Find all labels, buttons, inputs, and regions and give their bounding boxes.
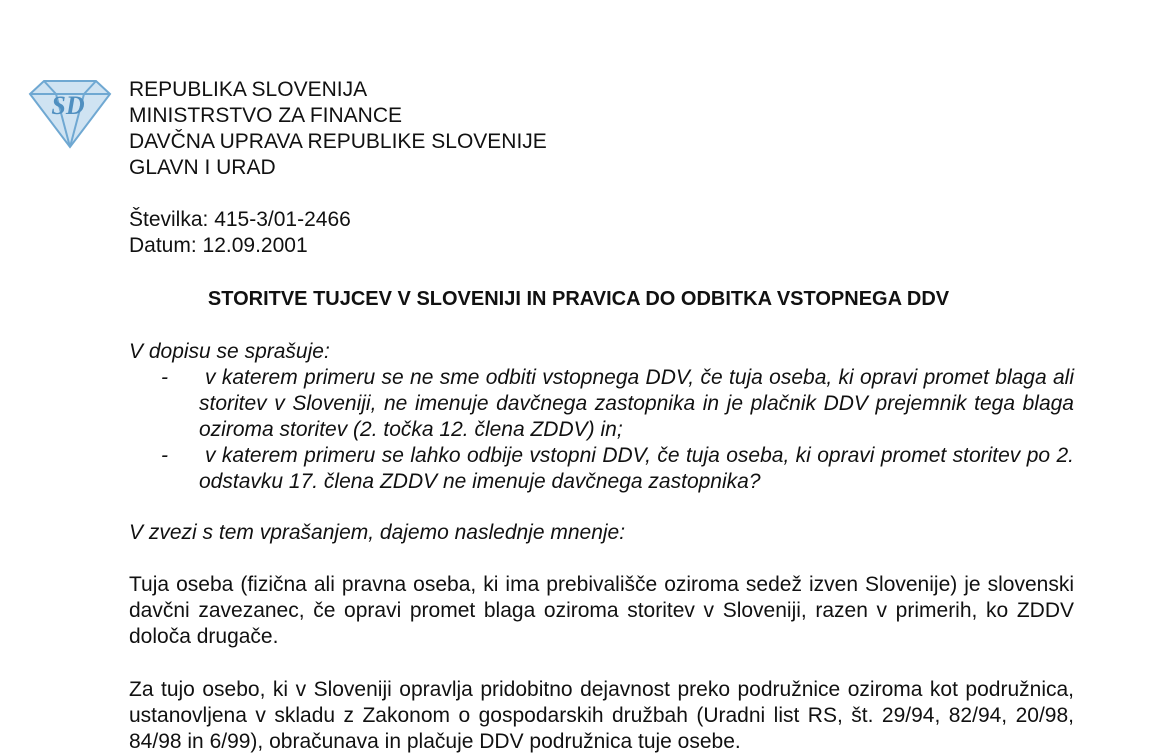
bullet-text: v katerem primeru se lahko odbije vstopni DDV, če tuja oseba, ki opravi promet storitev po 2. odstavku 17. člena ZDDV ne imenuje davčnega zastopnika?	[199, 444, 1074, 493]
list-item	[129, 365, 1074, 443]
list-item	[129, 443, 1074, 495]
letterhead	[129, 77, 547, 181]
document-title: STORITVE TUJCEV V SLOVENIJI IN PRAVICA DO ODBITKA VSTOPNEGA DDV	[207, 288, 950, 310]
letterhead-line: DAVČNA UPRAVA REPUBLIKE SLOVENIJE	[129, 130, 547, 153]
document-date: Datum: 12.09.2001	[129, 234, 308, 257]
body-paragraph: Za tujo osebo, ki v Sloveniji opravlja pridobitno dejavnost preko podružnice oziroma kot podružnica, ustanovljena v skladu z Zakonom o gospodarskih družbah (Uradni list RS, št. 29/94, 82/94, 20/98, 84/98 in 6/99), obračunava in plačuje DDV podružnica tuje osebe.	[129, 678, 1074, 753]
bullet-dash: -	[161, 366, 168, 389]
letterhead-line: REPUBLIKA SLOVENIJA	[129, 78, 368, 101]
letterhead-line: GLAVN I URAD	[129, 156, 276, 179]
body-paragraph: Tuja oseba (fizična ali pravna oseba, ki ima prebivališče oziroma sedež izven Slovenije) je slovenski davčni zavezanec, če opravi promet blaga oziroma storitev v Sloveniji, razen v primerih, ko ZDDV določa drugače.	[129, 573, 1074, 648]
question-list	[129, 365, 1074, 495]
logo-letters: SD	[51, 91, 85, 120]
answer-intro: V zvezi s tem vprašanjem, dajemo naslednje mnenje:	[129, 521, 626, 544]
letterhead-line: MINISTRSTVO ZA FINANCE	[129, 104, 403, 127]
document-number: Številka: 415-3/01-2466	[129, 208, 351, 231]
bullet-dash: -	[161, 444, 168, 467]
question-intro: V dopisu se sprašuje:	[129, 340, 330, 363]
tax-administration-logo	[28, 78, 112, 150]
bullet-text: v katerem primeru se ne sme odbiti vstopnega DDV, če tuja oseba, ki opravi promet blaga ali storitev v Sloveniji, ne imenuje davčnega zastopnika in je plačnik DDV prejemnik tega blaga oziroma storitev (2. točka 12. člena ZDDV) in;	[199, 366, 1074, 441]
document-meta	[129, 207, 351, 259]
logo-emblem	[28, 78, 112, 150]
